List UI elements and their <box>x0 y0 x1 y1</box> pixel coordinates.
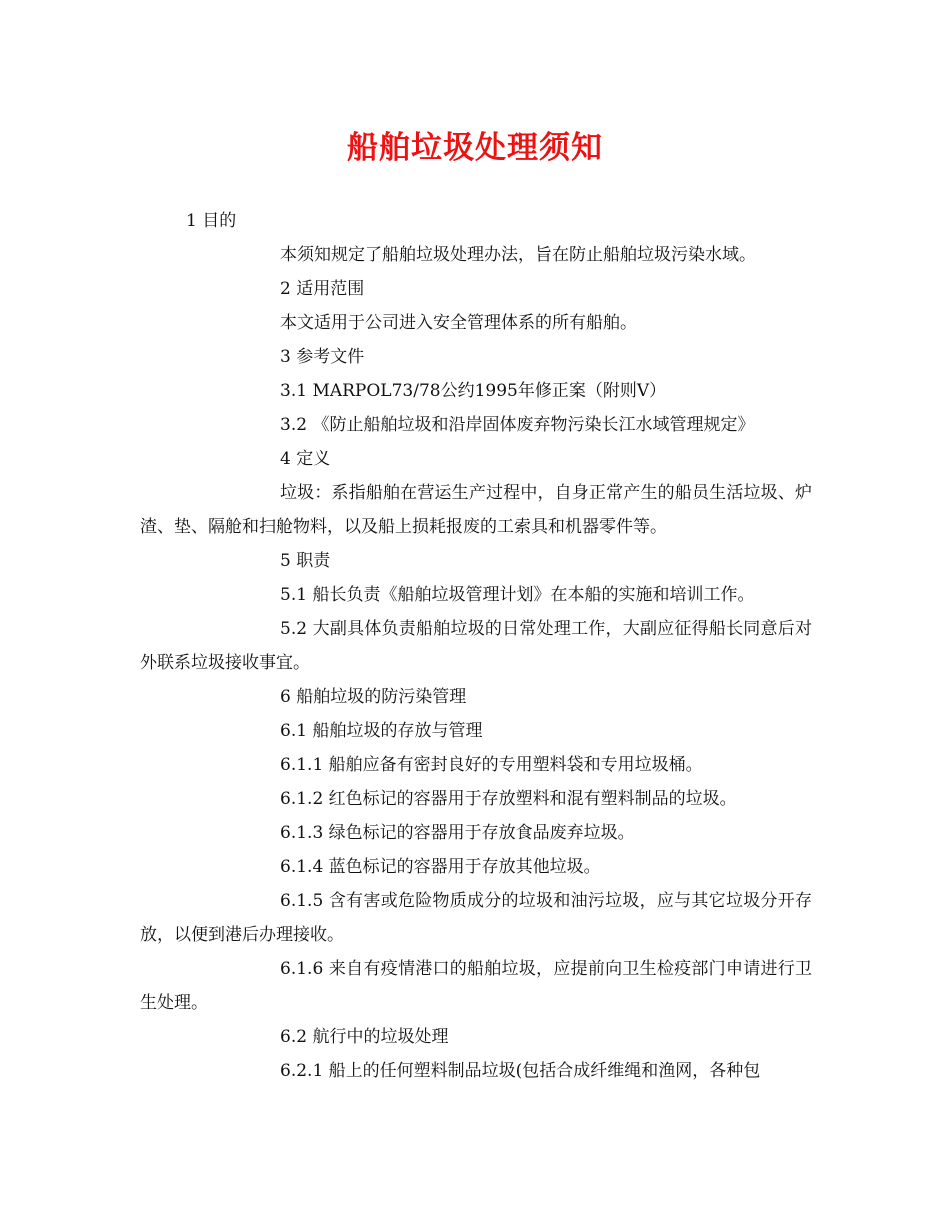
at-sea-item-1: 6.2.1 船上的任何塑料制品垃圾(包括合成纤维绳和渔网，各种包 <box>280 1061 761 1081</box>
paragraph-scope: 本文适用于公司进入安全管理体系的所有船舶。 <box>280 313 637 333</box>
document-body <box>140 204 812 1088</box>
storage-item-6: 6.1.6 来自有疫情港口的船舶垃圾，应提前向卫生检疫部门申请进行卫生处理。 <box>140 959 812 1013</box>
reference-item-1: 3.1 MARPOL73/78公约1995年修正案（附则Ⅴ） <box>280 381 667 401</box>
section-heading-responsibilities: 5 职责 <box>280 551 331 571</box>
paragraph-definition: 垃圾：系指船舶在营运生产过程中，自身正常产生的船员生活垃圾、炉渣、垫、隔舱和扫舱物料，以及船上损耗报废的工索具和机器零件等。 <box>140 483 812 537</box>
section-heading-scope: 2 适用范围 <box>280 279 365 299</box>
storage-item-2: 6.1.2 红色标记的容器用于存放塑料和混有塑料制品的垃圾。 <box>280 789 737 809</box>
storage-item-5: 6.1.5 含有害或危险物质成分的垃圾和油污垃圾，应与其它垃圾分开存放，以便到港后办理接收。 <box>140 891 812 945</box>
storage-item-3: 6.1.3 绿色标记的容器用于存放食品废弃垃圾。 <box>280 823 635 843</box>
section-heading-definition: 4 定义 <box>280 449 331 469</box>
section-heading-references: 3 参考文件 <box>280 347 365 367</box>
storage-item-4: 6.1.4 蓝色标记的容器用于存放其他垃圾。 <box>280 857 601 877</box>
reference-item-2: 3.2 《防止船舶垃圾和沿岸固体废弃物污染长江水域管理规定》 <box>280 415 755 435</box>
page-title: 船舶垃圾处理须知 <box>347 130 603 166</box>
responsibility-item-1: 5.1 船长负责《船舶垃圾管理计划》在本船的实施和培训工作。 <box>280 585 755 605</box>
paragraph-purpose: 本须知规定了船舶垃圾处理办法，旨在防止船舶垃圾污染水域。 <box>280 245 756 265</box>
subsection-heading-storage: 6.1 船舶垃圾的存放与管理 <box>280 721 483 741</box>
responsibility-item-2: 5.2 大副具体负责船舶垃圾的日常处理工作，大副应征得船长同意后对外联系垃圾接收事宜。 <box>140 619 812 673</box>
section-heading-purpose: 1 目的 <box>186 211 237 231</box>
subsection-heading-at-sea: 6.2 航行中的垃圾处理 <box>280 1027 449 1047</box>
storage-item-1: 6.1.1 船舶应备有密封良好的专用塑料袋和专用垃圾桶。 <box>280 755 703 775</box>
section-heading-management: 6 船舶垃圾的防污染管理 <box>280 687 467 707</box>
